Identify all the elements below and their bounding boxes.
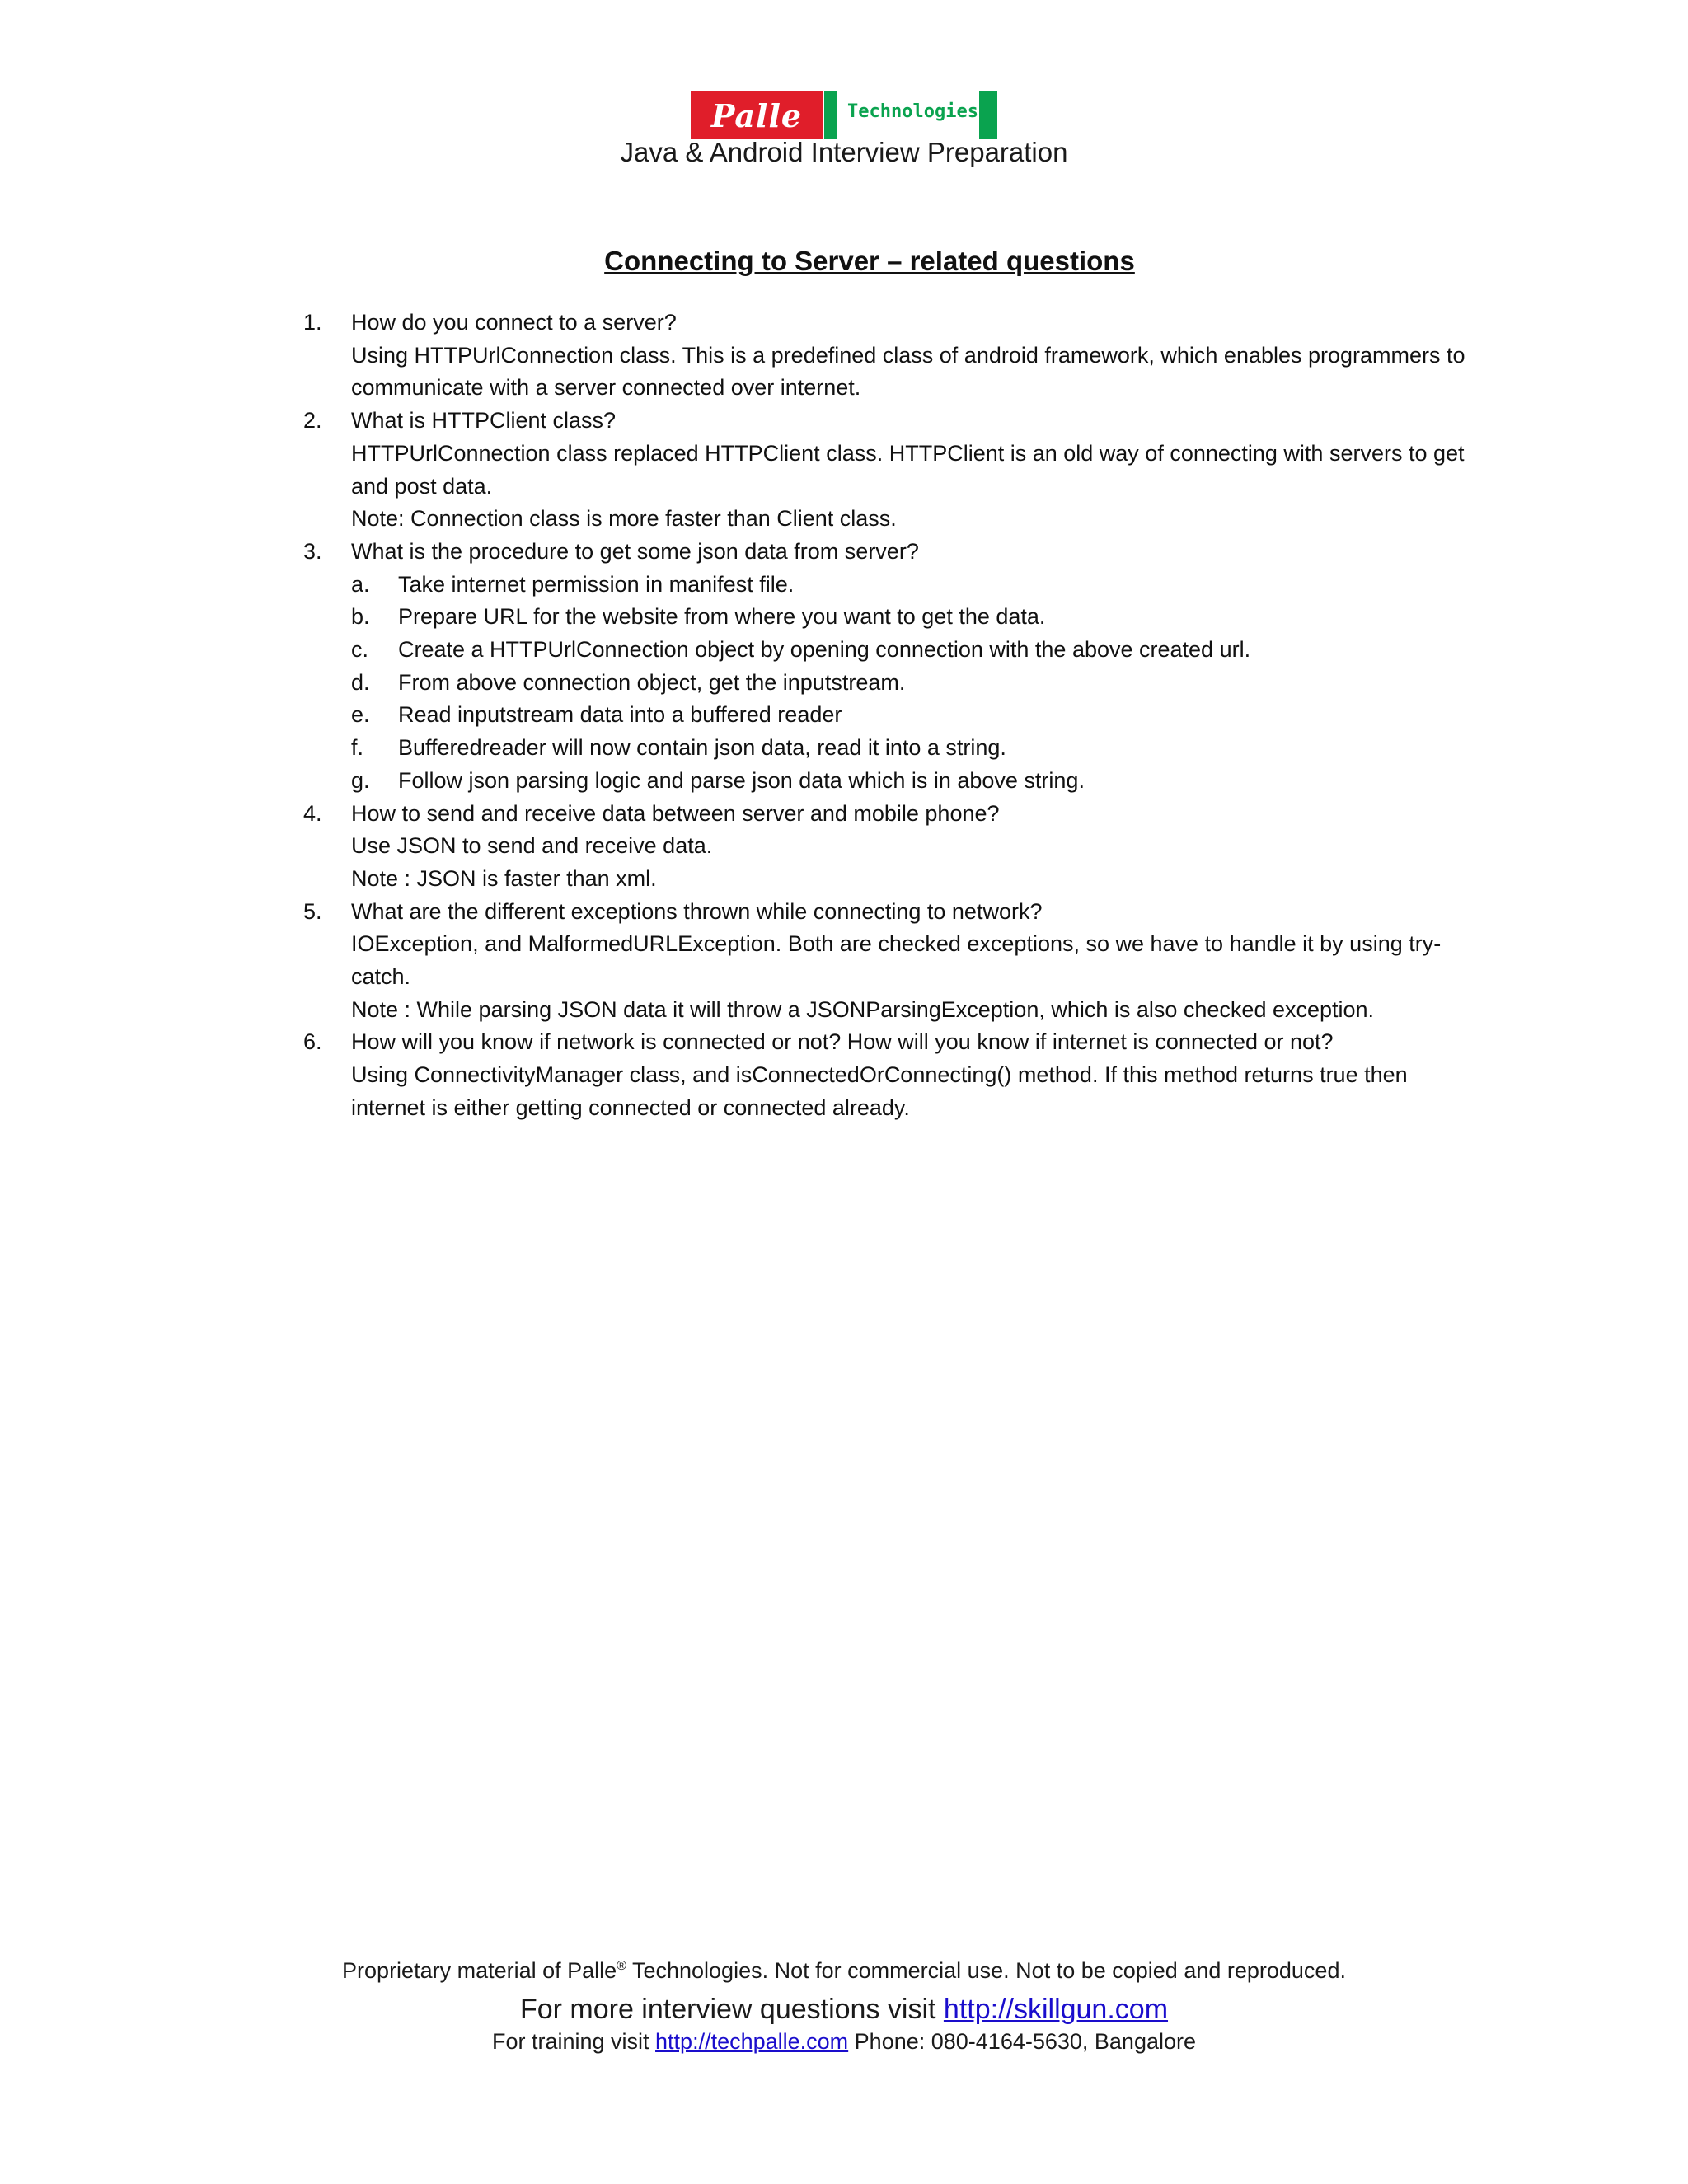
question-list: [303, 307, 1465, 1125]
procedure-step: [351, 569, 1424, 602]
question-text: What are the different exceptions thrown while connecting to network?: [351, 898, 1043, 924]
question-number: 6.: [303, 1029, 322, 1055]
answer-line: catch.: [351, 964, 411, 990]
step-text: Take internet permission in manifest file.: [398, 571, 795, 597]
footer-more-questions-text: For more interview questions visit: [519, 1994, 944, 2025]
footer-notice-before: Proprietary material of Palle: [342, 1958, 617, 1983]
procedure-step: [351, 634, 1424, 667]
step-letter: b.: [351, 604, 370, 630]
palle-technologies-logo: [691, 91, 999, 139]
answer-line: HTTPUrlConnection class replaced HTTPClient class. HTTPClient is an old way of connecting with servers to get: [351, 440, 1465, 466]
footer-more-questions: [0, 1990, 1688, 2029]
procedure-step: [351, 699, 1424, 732]
step-letter: e.: [351, 702, 370, 728]
procedure-step: [351, 732, 1424, 765]
answer-line: Using ConnectivityManager class, and isConnectedOrConnecting() method. If this method returns true then: [351, 1062, 1408, 1088]
footer-training: [0, 2029, 1688, 2060]
answer-line: communicate with a server connected over internet.: [351, 375, 861, 401]
question-item: [303, 536, 1424, 798]
logo-green-bar: [824, 91, 837, 139]
step-text: From above connection object, get the inputstream.: [398, 669, 906, 695]
answer-line: Note : JSON is faster than xml.: [351, 865, 657, 891]
step-text: Create a HTTPUrlConnection object by opening connection with the above created url.: [398, 637, 1251, 663]
footer-phone: Phone: 080-4164-5630, Bangalore: [848, 2029, 1197, 2054]
footer-notice-after: Technologies. Not for commercial use. Not to be copied and reproduced.: [626, 1958, 1346, 1983]
answer-line: internet is either getting connected or connected already.: [351, 1094, 910, 1120]
question-item: [303, 1026, 1424, 1124]
question-item: [303, 896, 1442, 1027]
question-text: How to send and receive data between server and mobile phone?: [351, 800, 1000, 826]
answer-line: Note: Connection class is more faster than Client class.: [351, 506, 897, 532]
question-item: [303, 307, 1465, 405]
question-number: 2.: [303, 408, 322, 434]
step-text: Bufferedreader will now contain json data, read it into a string.: [398, 735, 1006, 761]
question-number: 5.: [303, 898, 322, 924]
registered-mark: ®: [617, 1959, 626, 1973]
techpalle-link[interactable]: http://techpalle.com: [655, 2029, 849, 2054]
question-number: 1.: [303, 310, 322, 335]
step-letter: d.: [351, 669, 370, 695]
question-item: [303, 798, 1424, 896]
footer-training-text: For training visit: [491, 2029, 656, 2054]
procedure-step: [351, 765, 1424, 798]
logo-brand-text: Palle: [710, 96, 803, 134]
step-text: Read inputstream data into a buffered reader: [398, 702, 842, 728]
question-text: How do you connect to a server?: [351, 310, 677, 335]
header-subtitle: Java & Android Interview Preparation: [620, 137, 1068, 167]
footer: [0, 1958, 1688, 2060]
logo-green-bar-right: [979, 91, 997, 139]
page-title: Connecting to Server – related questions: [604, 246, 1135, 276]
question-text: What is HTTPClient class?: [351, 408, 617, 434]
question-number: 3.: [303, 538, 322, 564]
question-text: How will you know if network is connected or not? How will you know if internet is connected or not?: [351, 1029, 1334, 1055]
answer-line: Use JSON to send and receive data.: [351, 833, 713, 859]
logo-brand-block: [691, 91, 823, 139]
step-letter: a.: [351, 571, 370, 597]
step-letter: c.: [351, 637, 369, 663]
procedure-step: [351, 601, 1424, 634]
step-text: Prepare URL for the website from where you want to get the data.: [398, 604, 1046, 630]
logo-tagline: Technologies: [847, 101, 978, 122]
answer-line: Note : While parsing JSON data it will throw a JSONParsingException, which is also checked exception.: [351, 996, 1375, 1022]
step-letter: g.: [351, 767, 370, 793]
answer-line: Using HTTPUrlConnection class. This is a predefined class of android framework, which enables programmers to: [351, 342, 1465, 368]
question-number: 4.: [303, 800, 322, 826]
skillgun-link[interactable]: http://skillgun.com: [943, 1994, 1169, 2025]
question-text: What is the procedure to get some json data from server?: [351, 538, 919, 564]
answer-line: IOException, and MalformedURLException. Both are checked exceptions, so we have to handle it by using try-: [351, 931, 1442, 957]
footer-proprietary-notice: [0, 1958, 1688, 1990]
step-letter: f.: [351, 735, 364, 761]
procedure-step: [351, 667, 1424, 700]
step-text: Follow json parsing logic and parse json data which is in above string.: [398, 767, 1085, 793]
question-item: [303, 405, 1465, 536]
answer-line: and post data.: [351, 473, 493, 499]
